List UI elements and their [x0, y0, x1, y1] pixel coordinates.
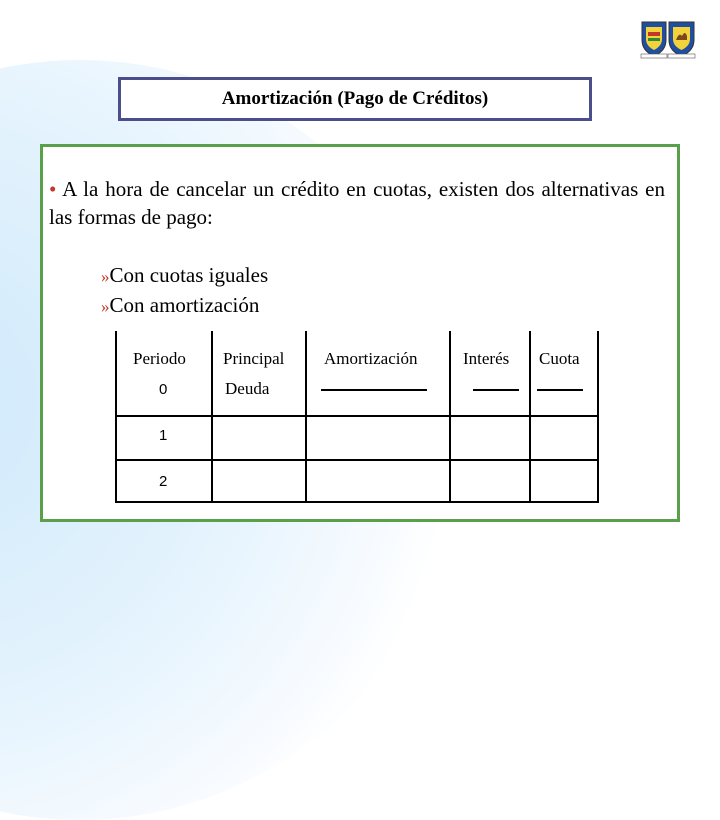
- slide-title: [118, 77, 592, 121]
- header-cuota: Cuota: [539, 349, 580, 368]
- installment-dash: [537, 389, 583, 391]
- options-list: [101, 261, 268, 321]
- option-item-equal-installments: [101, 261, 268, 291]
- header-interes: Interés: [463, 349, 510, 368]
- university-logos: [638, 18, 698, 60]
- principal-cell: Deuda: [225, 379, 270, 398]
- amortization-dash: [321, 389, 427, 391]
- period-cell: 2: [159, 473, 168, 490]
- chevron-icon: »: [101, 297, 110, 316]
- header-principal: Principal: [223, 349, 285, 368]
- period-cell: 1: [159, 427, 168, 444]
- header-amortizacion: Amortización: [324, 349, 418, 368]
- row-divider: [117, 459, 597, 461]
- faculty-crest-icon: [668, 22, 695, 58]
- chevron-icon: »: [101, 267, 110, 286]
- intro-text: A la hora de cancelar un crédito en cuotas, existen dos alternativas en las formas de pago:: [49, 177, 666, 229]
- slide-title-text: Amortización (Pago de Créditos): [221, 88, 489, 109]
- content-panel: [40, 144, 680, 522]
- amortization-table: [115, 331, 599, 503]
- header-periodo: Periodo: [133, 349, 186, 368]
- bullet-icon: •: [49, 177, 57, 201]
- row-divider: [117, 415, 597, 417]
- option-label: Con cuotas iguales: [109, 263, 269, 287]
- university-crest-icon: [641, 22, 667, 58]
- interest-dash: [473, 389, 519, 391]
- option-item-amortization: [101, 291, 268, 321]
- option-label: Con amortización: [109, 293, 260, 317]
- period-cell: 0: [159, 381, 168, 398]
- intro-paragraph: [49, 175, 665, 231]
